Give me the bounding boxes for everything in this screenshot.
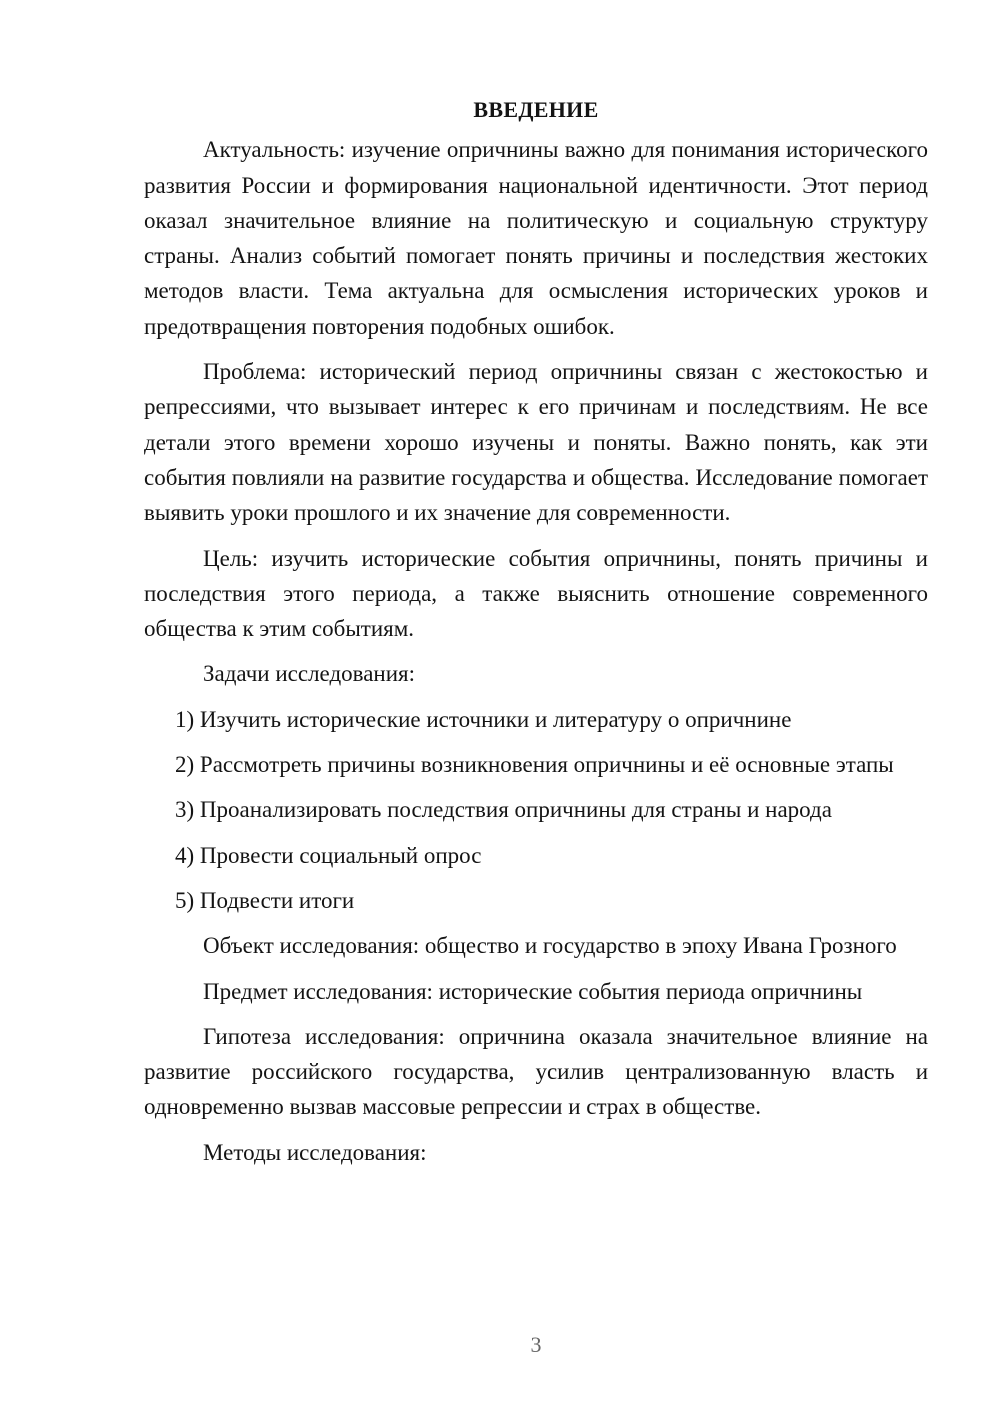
paragraph-subject: Предмет исследования: исторические события периода опричнины [203, 978, 863, 1004]
task-item: 2) Рассмотреть причины возникновения опричнины и её основные этапы [175, 752, 894, 778]
paragraph-object: Объект исследования: общество и государство в эпоху Ивана Грозного [203, 933, 897, 959]
paragraph-goal: Цель: изучить исторические события опричнины, понять причины и последствия этого периода, а также выяснить отношение современного общества к этим событиям. [144, 545, 928, 642]
paragraph-problem: Проблема: исторический период опричнины связан с жестокостью и репрессиями, что вызывает интерес к его причинам и последствиям. Не все детали этого времени хорошо изучены и поняты. Важно понять, как эти события повлияли на развитие государства и общества. Исследование помогает выявить уроки прошлого и их значение для современности. [144, 359, 928, 526]
paragraph-hypothesis: Гипотеза исследования: опричнина оказала значительное влияние на развитие российского государства, усилив централизованную власть и одновременно вызвав массовые репрессии и страх в обществе. [144, 1023, 928, 1120]
paragraph-tasks-heading: Задачи исследования: [203, 661, 416, 687]
page-number: 3 [530, 1332, 542, 1357]
tasks-list [144, 702, 928, 918]
document-title: ВВЕДЕНИЕ [473, 97, 599, 122]
paragraph-methods: Методы исследования: [203, 1139, 427, 1165]
document-page [144, 92, 928, 1180]
task-item: 5) Подвести итоги [175, 887, 355, 913]
paragraph-relevance: Актуальность: изучение опричнины важно для понимания исторического развития России и формирования национальной идентичности. Этот период оказал значительное влияние на политическую и социальную структуру страны. Анализ событий помогает понять причины и последствия жестоких методов власти. Тема актуальна для осмысления исторических уроков и предотвращения повторения подобных ошибок. [144, 137, 928, 339]
task-item: 1) Изучить исторические источники и литературу о опричнине [175, 706, 792, 732]
task-item: 3) Проанализировать последствия опричнины для страны и народа [175, 797, 832, 823]
task-item: 4) Провести социальный опрос [175, 842, 482, 868]
